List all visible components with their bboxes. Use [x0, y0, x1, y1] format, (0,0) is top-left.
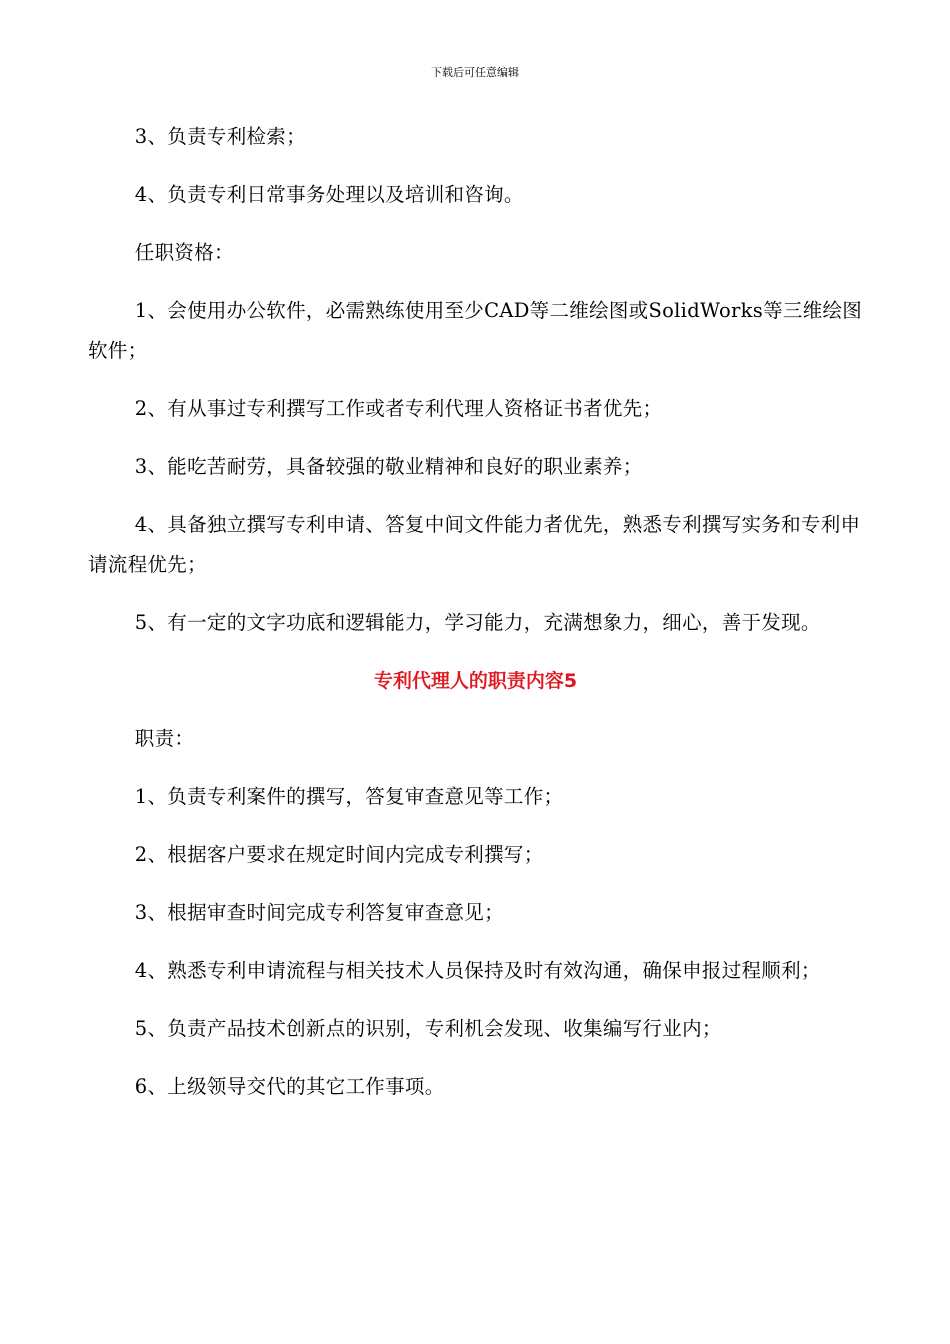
section-title: 专利代理人的职责内容5: [373, 670, 578, 692]
paragraph: 6、上级领导交代的其它工作事项。: [134, 1075, 445, 1098]
header-note: 下载后可任意编辑: [431, 66, 519, 79]
paragraph: 4、具备独立撰写专利申请、答复中间文件能力者优先，熟悉专利撰写实务和专利申请流程优先；: [88, 513, 861, 576]
document-body: [88, 117, 863, 1125]
paragraph: 1、负责专利案件的撰写，答复审查意见等工作；: [134, 785, 564, 808]
paragraph: 5、有一定的文字功底和逻辑能力，学习能力，充满想象力，细心，善于发现。: [134, 611, 821, 634]
paragraph: 4、负责专利日常事务处理以及培训和咨询。: [134, 183, 524, 206]
paragraph-heading-qualifications: 任职资格：: [134, 241, 234, 264]
paragraph: 2、根据客户要求在规定时间内完成专利撰写；: [134, 843, 544, 866]
paragraph: 5、负责产品技术创新点的识别，专利机会发现、收集编写行业内；: [134, 1017, 722, 1040]
paragraph: 3、负责专利检索；: [134, 125, 306, 148]
paragraph: 4、熟悉专利申请流程与相关技术人员保持及时有效沟通，确保申报过程顺利；: [134, 959, 821, 982]
paragraph: 2、有从事过专利撰写工作或者专利代理人资格证书者优先；: [134, 397, 663, 420]
paragraph-heading-duties: 职责：: [134, 727, 195, 750]
paragraph: 1、会使用办公软件，必需熟练使用至少CAD等二维绘图或SolidWorks等三维绘图软件；: [88, 299, 863, 362]
paragraph: 3、根据审查时间完成专利答复审查意见；: [134, 901, 504, 924]
paragraph: 3、能吃苦耐劳，具备较强的敬业精神和良好的职业素养；: [134, 455, 643, 478]
